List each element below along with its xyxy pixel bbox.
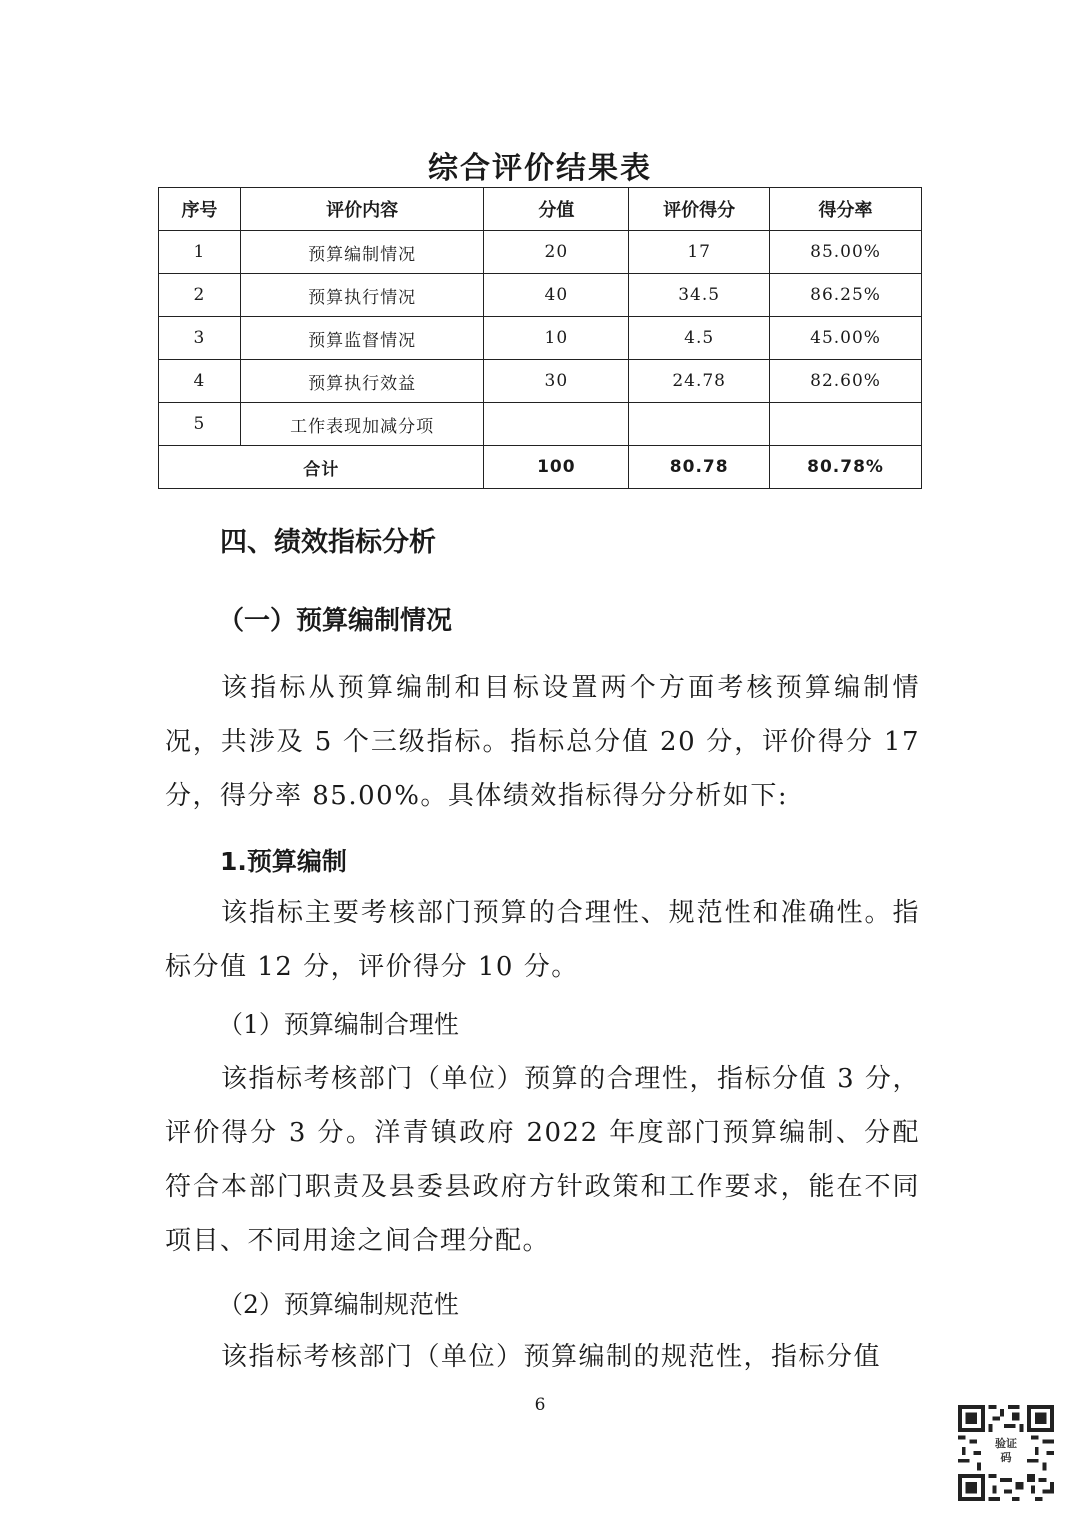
evaluation-result-table bbox=[158, 187, 922, 489]
header-rate: 得分率 bbox=[770, 188, 922, 231]
cell-no: 1 bbox=[159, 231, 241, 274]
qr-center-label bbox=[990, 1437, 1022, 1469]
table-row bbox=[159, 403, 922, 446]
cell-content: 预算执行情况 bbox=[240, 274, 484, 317]
cell-score-value: 40 bbox=[484, 274, 629, 317]
cell-content: 预算监督情况 bbox=[240, 317, 484, 360]
cell-rate: 45.00% bbox=[770, 317, 922, 360]
table-title: 综合评价结果表 bbox=[428, 151, 652, 186]
paragraph-standardization: 该指标考核部门（单位）预算编制的规范性，指标分值 bbox=[221, 1342, 882, 1372]
cell-score-value: 20 bbox=[484, 231, 629, 274]
paragraph-rationality: 该指标考核部门（单位）预算的合理性，指标分值 3 分，评价得分 3 分。洋青镇政府 2022 年度部门预算编制、分配符合本部门职责及县委县政府方针政策和工作要求，能在不同项目、不同用途之间合理分配。 bbox=[165, 1064, 920, 1256]
qr-code-icon[interactable] bbox=[958, 1405, 1054, 1501]
page-number: 6 bbox=[534, 1395, 546, 1415]
table-row bbox=[159, 360, 922, 403]
cell-rate: 86.25% bbox=[770, 274, 922, 317]
table-row bbox=[159, 317, 922, 360]
header-score-value: 分值 bbox=[484, 188, 629, 231]
cell-content: 预算编制情况 bbox=[240, 231, 484, 274]
qr-label-bottom: 码 bbox=[1000, 1451, 1012, 1464]
cell-no: 4 bbox=[159, 360, 241, 403]
cell-no: 3 bbox=[159, 317, 241, 360]
cell-score: 4.5 bbox=[629, 317, 770, 360]
cell-rate: 85.00% bbox=[770, 231, 922, 274]
table-row bbox=[159, 231, 922, 274]
cell-score-value: 10 bbox=[484, 317, 629, 360]
cell-rate bbox=[770, 403, 922, 446]
cell-score-value: 30 bbox=[484, 360, 629, 403]
cell-content: 工作表现加减分项 bbox=[240, 403, 484, 446]
cell-score-value bbox=[484, 403, 629, 446]
cell-score: 17 bbox=[629, 231, 770, 274]
cell-content: 预算执行效益 bbox=[240, 360, 484, 403]
cell-score bbox=[629, 403, 770, 446]
cell-no: 2 bbox=[159, 274, 241, 317]
subitem-heading-standardization: （2）预算编制规范性 bbox=[218, 1290, 459, 1319]
cell-score: 24.78 bbox=[629, 360, 770, 403]
paragraph-budget-preparation-overview: 该指标从预算编制和目标设置两个方面考核预算编制情况，共涉及 5 个三级指标。指标总分值 20 分，评价得分 17 分，得分率 85.00%。具体绩效指标得分分析如下: bbox=[165, 673, 920, 811]
section-heading-4: 四、绩效指标分析 bbox=[220, 527, 436, 558]
table-total-row bbox=[159, 446, 922, 489]
total-label: 合计 bbox=[159, 446, 484, 489]
paragraph-budget-compilation: 该指标主要考核部门预算的合理性、规范性和准确性。指标分值 12 分，评价得分 10 分。 bbox=[165, 898, 920, 982]
cell-rate: 82.60% bbox=[770, 360, 922, 403]
subsection-heading-budget-preparation: （一）预算编制情况 bbox=[218, 606, 453, 636]
total-rate: 80.78% bbox=[770, 446, 922, 489]
header-content: 评价内容 bbox=[240, 188, 484, 231]
total-score-value: 100 bbox=[484, 446, 629, 489]
table-header-row bbox=[159, 188, 922, 231]
table-row bbox=[159, 274, 922, 317]
qr-label-top: 验证 bbox=[995, 1437, 1017, 1450]
item-heading-budget-compilation: 1.预算编制 bbox=[220, 847, 347, 876]
header-no: 序号 bbox=[159, 188, 241, 231]
total-score: 80.78 bbox=[629, 446, 770, 489]
subitem-heading-rationality: （1）预算编制合理性 bbox=[218, 1010, 459, 1039]
cell-score: 34.5 bbox=[629, 274, 770, 317]
header-score: 评价得分 bbox=[629, 188, 770, 231]
cell-no: 5 bbox=[159, 403, 241, 446]
